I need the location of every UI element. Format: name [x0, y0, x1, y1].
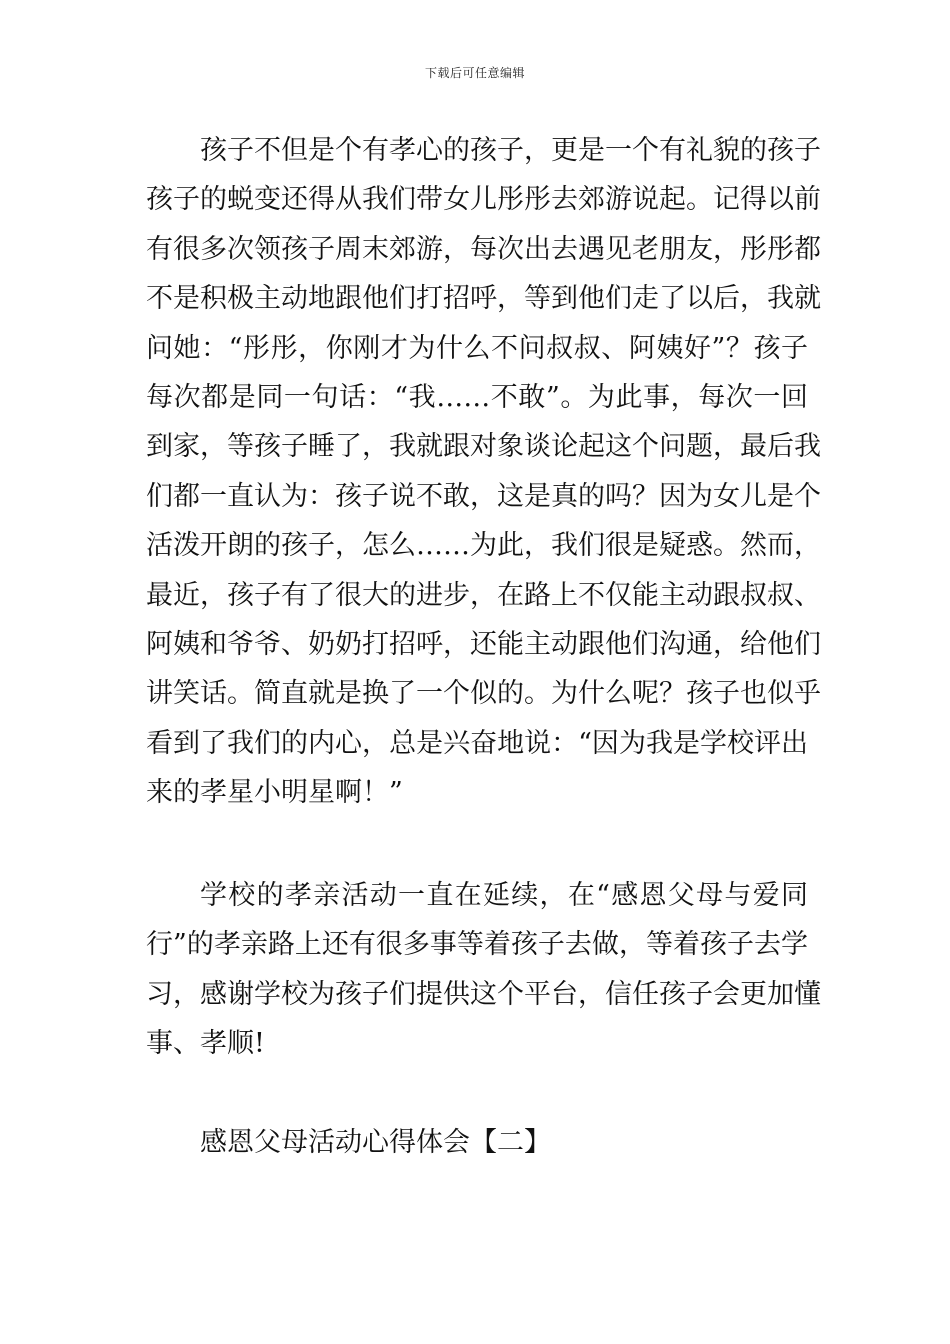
paragraph-1-line: 有很多次领孩子周末郊游，每次出去遇见老朋友，彤彤都: [146, 233, 821, 265]
paragraph-1-line: 来的孝星小明星啊！”: [146, 777, 403, 809]
paragraph-1-line: 看到了我们的内心，总是兴奋地说：“因为我是学校评出: [146, 727, 808, 759]
page-header-note: 下载后可任意编辑: [424, 66, 525, 80]
paragraph-1-line: 最近，孩子有了很大的进步，在路上不仅能主动跟叔叔、: [146, 579, 821, 611]
paragraph-2: [146, 871, 821, 1069]
paragraph-1: [146, 126, 821, 817]
paragraph-1-line: 活泼开朗的孩子，怎么……为此，我们很是疑惑。然而，: [146, 530, 821, 562]
paragraph-2-line: 学校的孝亲活动一直在延续，在“感恩父母与爱同: [200, 880, 808, 911]
paragraph-2-line: 事、孝顺!: [146, 1028, 265, 1060]
paragraph-1-line: 每次都是同一句话：“我……不敢”。为此事，每次一回: [146, 381, 808, 413]
paragraph-1-line: 不是积极主动地跟他们打招呼，等到他们走了以后，我就: [146, 283, 821, 315]
paragraph-1-line: 问她：“彤彤，你刚才为什么不问叔叔、阿姨好”？孩子: [146, 332, 808, 364]
paragraph-2-line: 行”的孝亲路上还有很多事等着孩子去做，等着孩子去学: [146, 929, 808, 961]
paragraph-2-line: 习，感谢学校为孩子们提供这个平台，信任孩子会更加懂: [146, 978, 821, 1010]
paragraph-1-line: 到家，等孩子睡了，我就跟对象谈论起这个问题，最后我: [146, 431, 821, 463]
paragraph-1-line: 们都一直认为：孩子说不敢，这是真的吗？因为女儿是个: [146, 480, 821, 512]
paragraph-1-line: 讲笑话。简直就是换了一个似的。为什么呢？孩子也似乎: [146, 678, 821, 710]
paragraph-1-line: 孩子不但是个有孝心的孩子，更是一个有礼貌的孩子: [200, 135, 821, 166]
section-heading: 感恩父母活动心得体会【二】: [200, 1127, 551, 1158]
paragraph-1-line: 阿姨和爷爷、奶奶打招呼，还能主动跟他们沟通，给他们: [146, 628, 821, 660]
paragraph-1-line: 孩子的蜕变还得从我们带女儿彤彤去郊游说起。记得以前: [146, 184, 821, 216]
